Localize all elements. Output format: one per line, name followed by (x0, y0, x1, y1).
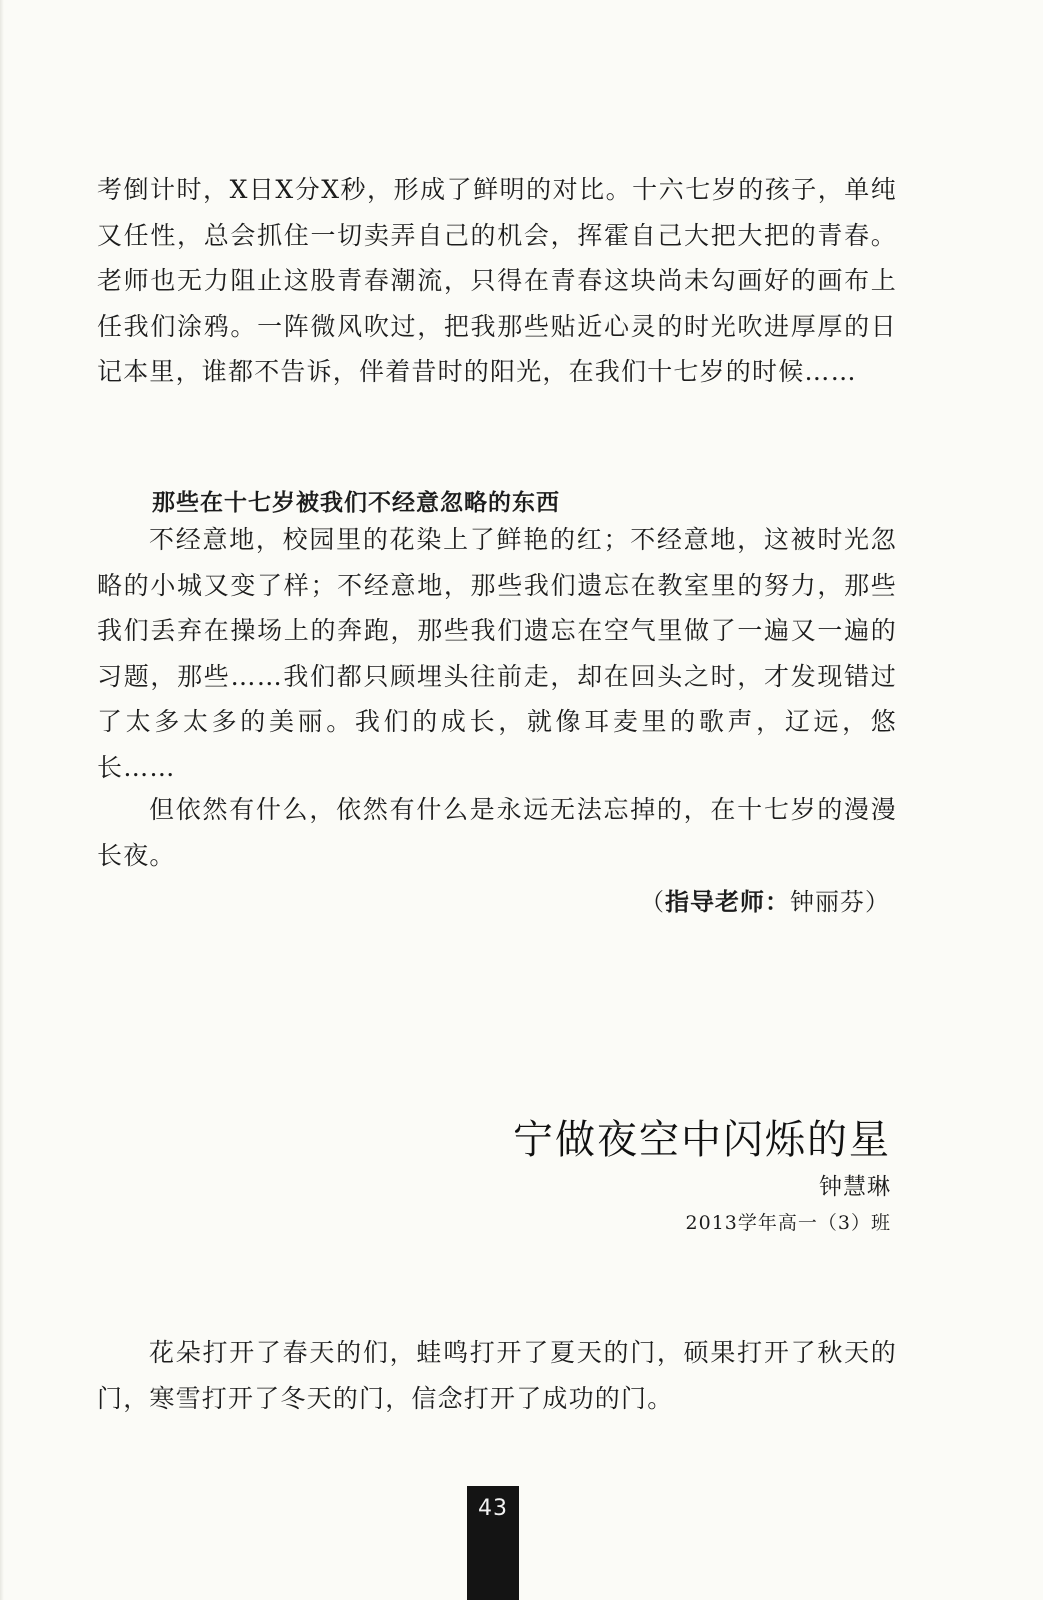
page-number: 43 (467, 1486, 519, 1600)
article-title: 宁做夜空中闪烁的星 (513, 1117, 891, 1163)
article-author: 钟慧琳 (819, 1174, 891, 1200)
advisor-label: 指导老师： (665, 888, 790, 916)
body-paragraph: 但依然有什么，依然有什么是永远无法忘掉的，在十七岁的漫漫长夜。 (97, 795, 897, 870)
advisor-credit (640, 882, 890, 917)
article-paragraph: 花朵打开了春天的们，蛙鸣打开了夏天的门，硕果打开了秋天的门，寒雪打开了冬天的门，信念打开了成功的门。 (97, 1338, 897, 1413)
article-class-info: 2013学年高一（3）班 (685, 1212, 891, 1234)
advisor-name: 钟丽芬 (790, 888, 865, 916)
page-edge (0, 0, 4, 1600)
advisor-close-paren: ） (865, 888, 890, 916)
advisor-open-paren: （ (640, 888, 665, 916)
section-heading: 那些在十七岁被我们不经意忽略的东西 (152, 490, 560, 516)
body-paragraph: 不经意地，校园里的花染上了鲜艳的红；不经意地，这被时光忽略的小城又变了样；不经意地，那些我们遗忘在教室里的努力，那些我们丢弃在操场上的奔跑，那些我们遗忘在空气里做了一遍又一遍的习题，那些……我们都只顾埋头往前走，却在回头之时，才发现错过了太多太多的美丽。我们的成长，就像耳麦里的歌声，辽远，悠长…… (97, 525, 897, 782)
body-paragraph: 考倒计时，X日X分X秒，形成了鲜明的对比。十六七岁的孩子，单纯又任性，总会抓住一切卖弄自己的机会，挥霍自己大把大把的青春。老师也无力阻止这股青春潮流，只得在青春这块尚未勾画好的画布上任我们涂鸦。一阵微风吹过，把我那些贴近心灵的时光吹进厚厚的日记本里，谁都不告诉，伴着昔时的阳光，在我们十七岁的时候…… (97, 175, 897, 386)
